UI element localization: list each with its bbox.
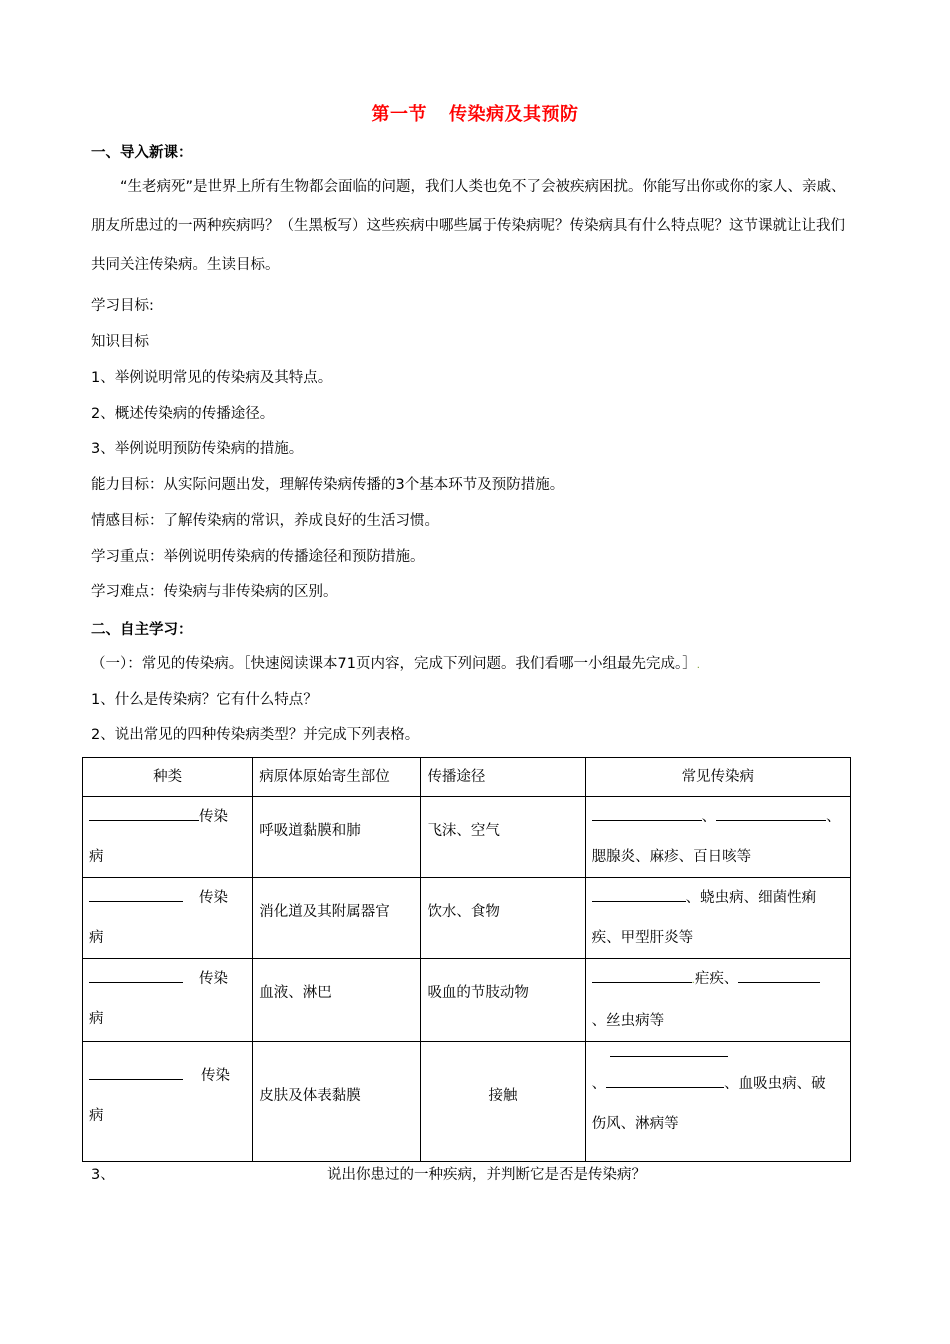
disease-blank[interactable] — [592, 806, 702, 821]
disease-line: 、血吸虫病、破 — [724, 1076, 826, 1092]
route-cell: 飞沫、空气 — [421, 797, 585, 878]
table-row — [83, 878, 851, 959]
disease-table — [82, 757, 851, 1162]
disease-line: 腮腺炎、麻疹、百日咳等 — [591, 849, 752, 865]
disease-line: 、蛲虫病、细菌性痢 — [685, 890, 817, 906]
type-tail: 病 — [89, 1108, 104, 1124]
goal-item-3: 3、举例说明预防传染病的措施。 — [91, 441, 304, 457]
disease-blank[interactable] — [592, 887, 686, 902]
goals-label: 学习目标: — [91, 298, 154, 314]
emotion-goal: 情感目标：了解传染病的常识，养成良好的生活习惯。 — [91, 513, 439, 529]
type-suffix: 传染 — [201, 1068, 230, 1084]
disease-blank[interactable] — [716, 806, 826, 821]
site-cell: 呼吸道黏膜和肺 — [253, 797, 421, 878]
type-blank[interactable] — [89, 887, 183, 902]
question-3-number: 3、 — [91, 1167, 115, 1183]
type-cell — [83, 878, 253, 959]
disease-sep: 、 — [826, 809, 841, 825]
disease-blank[interactable] — [738, 968, 820, 983]
section2-heading: 二、自主学习： — [91, 622, 193, 638]
type-cell — [83, 1042, 253, 1162]
section2-part1-text: （一）：常见的传染病。［快速阅读课本71页内容，完成下列问题。我们看哪一小组最先完成。］ — [91, 656, 697, 672]
site-cell: 皮肤及体表黏膜 — [253, 1042, 421, 1162]
difficulty-point: 学习难点：传染病与非传染病的区别。 — [91, 584, 338, 600]
title-section-number: 第一节 — [371, 104, 427, 125]
type-cell — [83, 959, 253, 1042]
section2-part1 — [91, 652, 700, 673]
type-blank[interactable] — [89, 968, 183, 983]
type-tail: 病 — [89, 930, 104, 946]
table-row — [83, 1042, 851, 1162]
diseases-cell: 、 、血吸虫病、破 伤风、淋病等 — [585, 1042, 850, 1162]
knowledge-label: 知识目标 — [91, 334, 149, 350]
route-cell: 吸血的节肢动物 — [421, 959, 585, 1042]
question-3 — [91, 1163, 791, 1184]
intro-text: “生老病死”是世界上所有生物都会面临的问题，我们人类也免不了会被疾病困扰。你能写出你或你的家人、亲戚、朋友所患过的一两种疾病吗？（生黑板写）这些疾病中哪些属于传染病呢？传染病具有什么特点呢？这节课就让让我们共同关注传染病。生读目标。 — [91, 179, 846, 273]
diseases-cell — [585, 959, 850, 1042]
route-cell: 饮水、食物 — [421, 878, 585, 959]
disease-line: 、丝虫病等 — [591, 1013, 665, 1029]
goal-item-1: 1、举例说明常见的传染病及其特点。 — [91, 370, 333, 386]
table-row — [83, 797, 851, 878]
type-suffix: 传染 — [199, 809, 228, 825]
table-header-row — [83, 758, 851, 797]
title-text: 传染病及其预防 — [449, 104, 579, 125]
site-cell: 血液、淋巴 — [253, 959, 421, 1042]
disease-line: 疟疾、 — [694, 971, 739, 987]
type-cell — [83, 797, 253, 878]
page-title — [0, 100, 950, 126]
disease-line: 疾、甲型肝炎等 — [591, 930, 694, 946]
disease-blank[interactable] — [610, 1042, 728, 1057]
question-1: 1、什么是传染病？它有什么特点？ — [91, 692, 318, 708]
header-type: 种类 — [83, 758, 253, 797]
site-cell: 消化道及其附属器官 — [253, 878, 421, 959]
stray-dot: . — [696, 660, 700, 671]
disease-blank[interactable] — [592, 968, 692, 983]
section1-heading: 一、导入新课： — [91, 145, 193, 161]
question-2: 2、说出常见的四种传染病类型？并完成下列表格。 — [91, 727, 420, 743]
type-tail: 病 — [89, 1011, 104, 1027]
diseases-cell — [585, 797, 850, 878]
ability-goal: 能力目标：从实际问题出发，理解传染病传播的3个基本环节及预防措施。 — [91, 477, 565, 493]
key-point: 学习重点：举例说明传染病的传播途径和预防措施。 — [91, 549, 425, 565]
header-site: 病原体原始寄生部位 — [253, 758, 421, 797]
table-row — [83, 959, 851, 1042]
header-diseases: 常见传染病 — [585, 758, 850, 797]
type-suffix: 传染 — [199, 890, 228, 906]
header-route: 传播途径 — [421, 758, 585, 797]
disease-sep: 、 — [701, 809, 717, 825]
type-tail: 病 — [89, 849, 104, 865]
type-blank[interactable] — [89, 1065, 183, 1080]
type-blank[interactable] — [89, 806, 199, 821]
stray-dot: . — [691, 975, 695, 986]
disease-line: 伤风、淋病等 — [591, 1116, 679, 1132]
disease-blank[interactable] — [606, 1073, 724, 1088]
intro-paragraph — [91, 168, 851, 285]
route-cell: 接触 — [421, 1042, 585, 1162]
goal-item-2: 2、概述传染病的传播途径。 — [91, 406, 275, 422]
type-suffix: 传染 — [199, 971, 228, 987]
question-3-text: 说出你患过的一种疾病，并判断它是否是传染病？ — [327, 1167, 646, 1183]
diseases-cell — [585, 878, 850, 959]
